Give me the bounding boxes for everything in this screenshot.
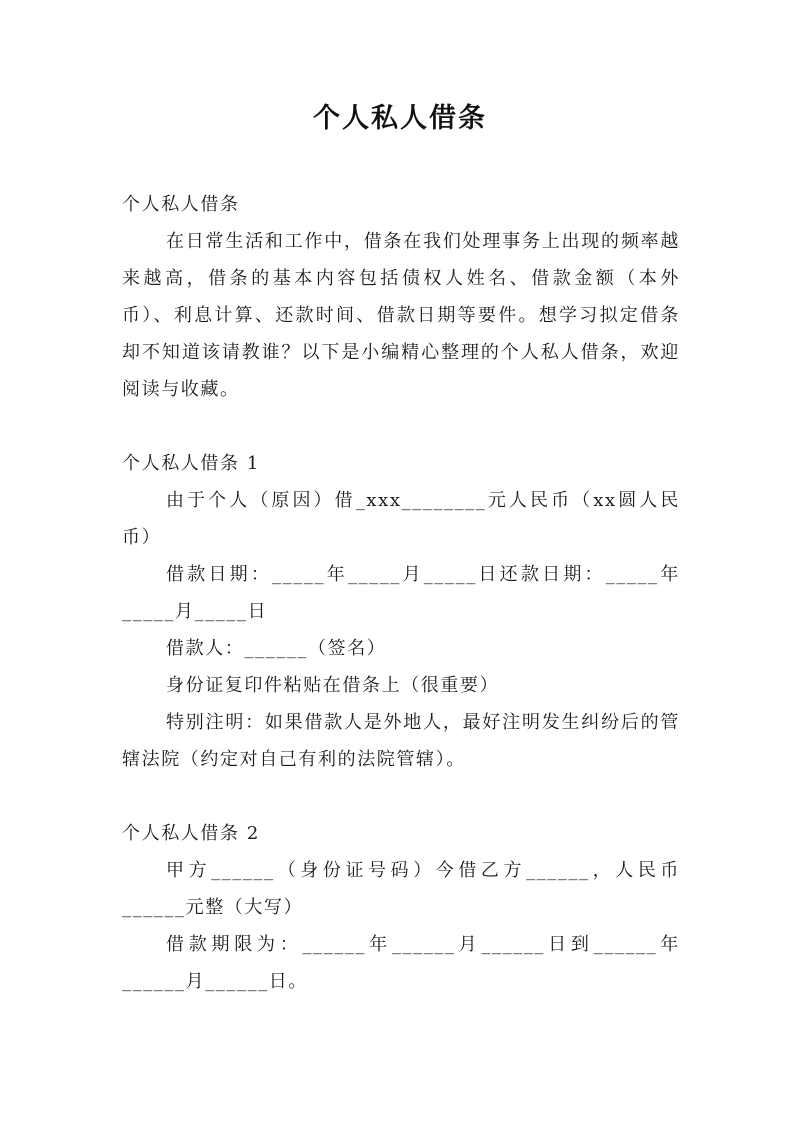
section1-line-id-copy: 身份证复印件粘贴在借条上（很重要） — [166, 675, 500, 696]
section1-line-dates: 借款日期：_____年_____月_____日还款日期：_____年_____月_____日 — [122, 564, 680, 622]
section-spacer — [122, 408, 680, 445]
document-body — [122, 186, 680, 1000]
section1-heading: 个人私人借条 1 — [122, 453, 260, 474]
section-spacer — [122, 778, 680, 815]
section2-line-parties: 甲方______（身份证号码）今借乙方______，人民币______元整（大写） — [122, 860, 680, 918]
document-title: 个人私人借条 — [313, 103, 487, 134]
section1-line-borrower: 借款人：______（签名） — [166, 638, 387, 659]
section1-line-note: 特别注明：如果借款人是外地人，最好注明发生纠纷后的管辖法院（约定对自己有利的法院管辖）。 — [122, 712, 680, 770]
section2-heading: 个人私人借条 2 — [122, 823, 260, 844]
section2-line-term: 借款期限为：______年______月______日到______年______月______日。 — [122, 934, 680, 992]
section1-line-amount: 由于个人（原因）借_xxx________元人民币（xx圆人民币） — [122, 490, 680, 548]
intro-heading: 个人私人借条 — [122, 194, 240, 215]
intro-paragraph: 在日常生活和工作中，借条在我们处理事务上出现的频率越来越高，借条的基本内容包括债权人姓名、借款金额（本外币）、利息计算、还款时间、借款日期等要件。想学习拟定借条却不知道该请教谁？以下是小编精心整理的个人私人借条，欢迎阅读与收藏。 — [122, 231, 680, 400]
